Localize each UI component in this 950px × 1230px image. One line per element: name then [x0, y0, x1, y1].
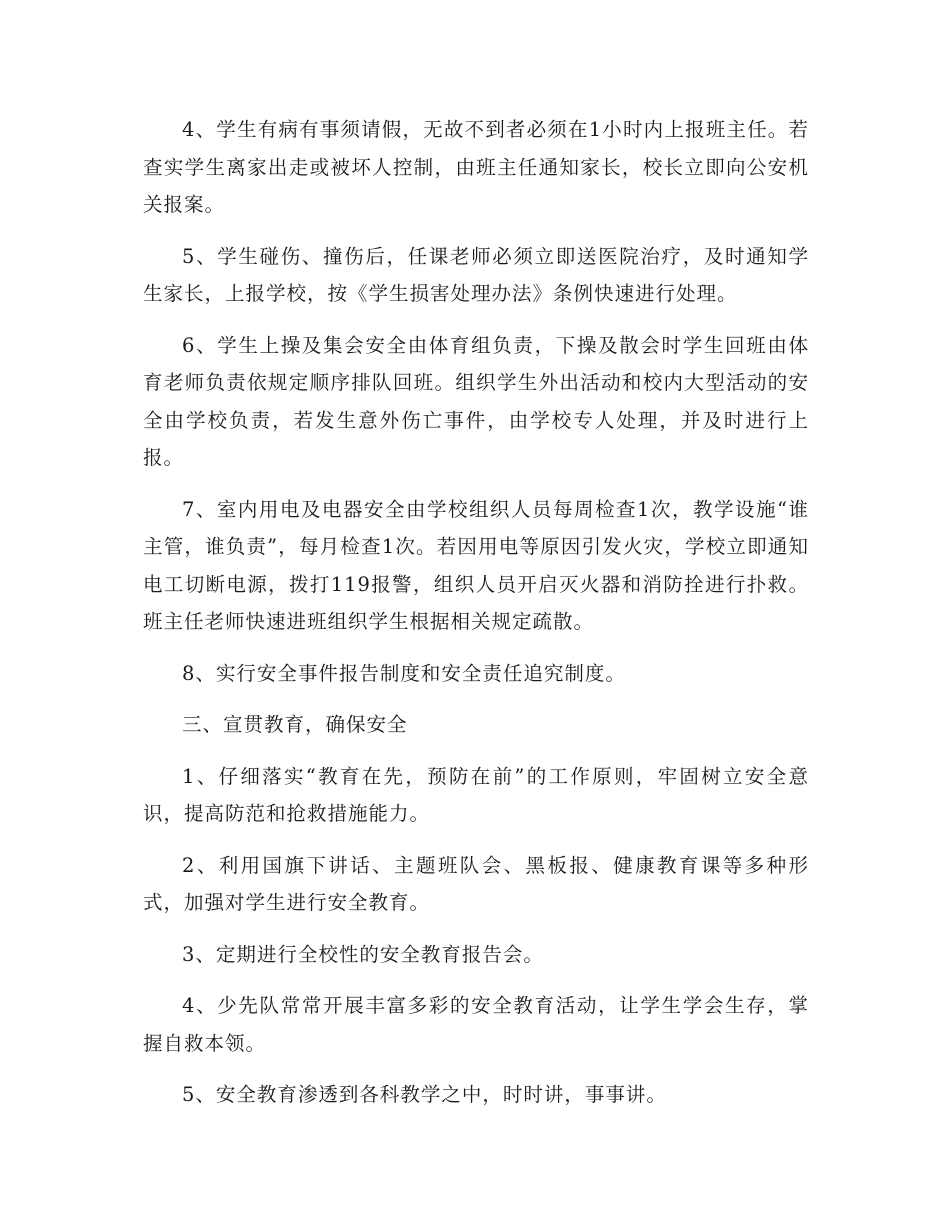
paragraph-edu-1: 1、仔细落实“教育在先，预防在前”的工作原则，牢固树立安全意识，提高防范和抢救措施能力。 [143, 764, 809, 825]
paragraph-item-8-report: 8、实行安全事件报告制度和安全责任追究制度。 [182, 661, 626, 685]
section-heading: 三、宣贯教育，确保安全 [182, 713, 408, 736]
paragraph-edu-2: 2、利用国旗下讲话、主题班队会、黑板报、健康教育课等多种形式，加强对学生进行安全教育。 [143, 853, 809, 914]
paragraph-item-7-electric: 7、室内用电及电器安全由学校组织人员每周检查1次，教学设施“谁主管，谁负责”，每月检查1次。若因用电等原因引发火灾，学校立即通知电工切断电源，拨打119报警，组织人员开启灭火器和消防拴进行扑救。班主任老师快速进班组织学生根据相关规定疏散。 [143, 497, 809, 633]
paragraph-item-4-leave: 4、学生有病有事须请假，无故不到者必须在1小时内上报班主任。若查实学生离家出走或被坏人控制，由班主任通知家长，校长立即向公安机关报案。 [143, 118, 809, 216]
paragraph-item-5-injury: 5、学生碰伤、撞伤后，任课老师必须立即送医院治疗，及时通知学生家长，上报学校，按《学生损害处理办法》条例快速进行处理。 [143, 244, 809, 305]
paragraph-edu-4: 4、少先队常常开展丰富多彩的安全教育活动，让学生学会生存，掌握自救本领。 [143, 994, 809, 1055]
paragraph-edu-5: 5、安全教育渗透到各科教学之中，时时讲，事事讲。 [182, 1083, 667, 1106]
paragraph-edu-3: 3、定期进行全校性的安全教育报告会。 [182, 942, 544, 966]
paragraph-item-6-assembly: 6、学生上操及集会安全由体育组负责，下操及散会时学生回班由体育老师负责依规定顺序排队回班。组织学生外出活动和校内大型活动的安全由学校负责，若发生意外伤亡事件，由学校专人处理，并及时进行上报。 [143, 333, 809, 469]
document-body [143, 111, 809, 1128]
